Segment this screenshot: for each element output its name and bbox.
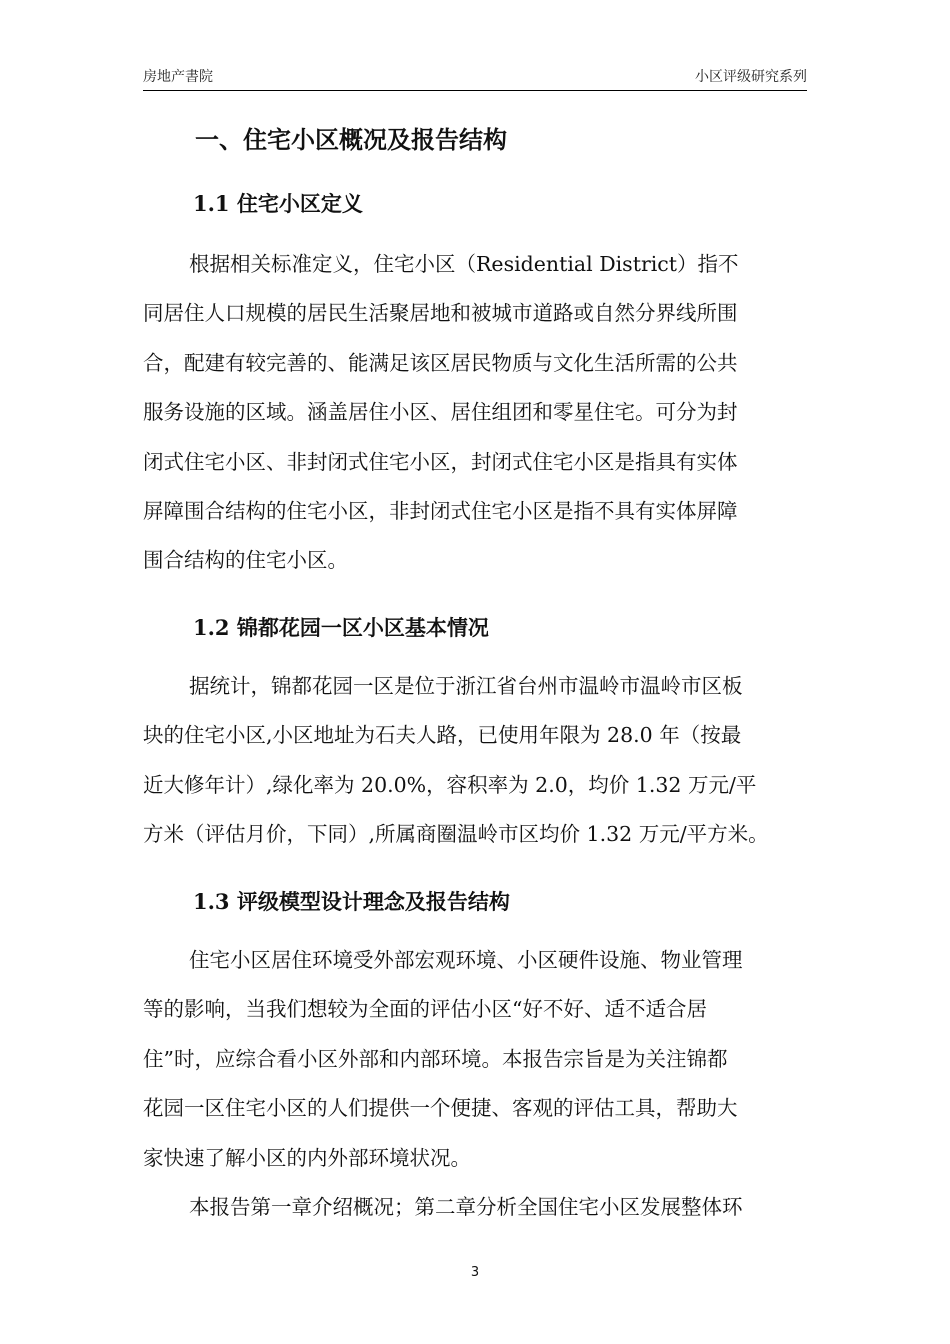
paragraph-line: 近大修年计）,绿化率为 20.0%，容积率为 2.0，均价 1.32 万元/平 — [143, 772, 757, 797]
chapter-title: 一、住宅小区概况及报告结构 — [195, 125, 507, 154]
paragraph-line: 同居住人口规模的居民生活聚居地和被城市道路或自然分界线所围 — [143, 301, 738, 326]
paragraph-line: 围合结构的住宅小区。 — [143, 548, 348, 573]
header-publisher: 房地产書院 — [143, 69, 213, 85]
paragraph-line: 家快速了解小区的内外部环境状况。 — [143, 1145, 471, 1170]
paragraph-line: 等的影响，当我们想较为全面的评估小区“好不好、适不适合居 — [143, 997, 707, 1022]
paragraph-line: 方米（评估月价，下同）,所属商圈温岭市区均价 1.32 万元/平方米。 — [143, 822, 769, 847]
paragraph-report-structure — [143, 1183, 811, 1232]
section-heading-1-1: 1.1 住宅小区定义 — [193, 191, 363, 216]
paragraph-definition — [143, 240, 811, 586]
paragraph-line: 服务设施的区域。涵盖居住小区、居住组团和零星住宅。可分为封 — [143, 400, 738, 425]
section-heading-1-3: 1.3 评级模型设计理念及报告结构 — [193, 889, 510, 914]
header-series-title: 小区评级研究系列 — [695, 69, 807, 85]
header-divider — [143, 90, 807, 91]
section-heading-1-2: 1.2 锦都花园一区小区基本情况 — [193, 615, 489, 640]
paragraph-line: 块的住宅小区,小区地址为石夫人路，已使用年限为 28.0 年（按最 — [143, 723, 742, 748]
page-header — [143, 66, 807, 88]
paragraph-line: 屏障围合结构的住宅小区，非封闭式住宅小区是指不具有实体屏障 — [143, 498, 738, 523]
paragraph-model-concept — [143, 936, 811, 1183]
page-number: 3 — [470, 1265, 480, 1280]
paragraph-line: 本报告第一章介绍概况；第二章分析全国住宅小区发展整体环 — [189, 1195, 743, 1219]
paragraph-line: 花园一区住宅小区的人们提供一个便捷、客观的评估工具，帮助大 — [143, 1096, 738, 1121]
paragraph-line: 住”时，应综合看小区外部和内部环境。本报告宗旨是为关注锦都 — [143, 1046, 728, 1071]
paragraph-line: 合，配建有较完善的、能满足该区居民物质与文化生活所需的公共 — [143, 350, 738, 375]
paragraph-line: 据统计，锦都花园一区是位于浙江省台州市温岭市温岭市区板 — [189, 674, 743, 698]
paragraph-basic-info — [143, 662, 811, 860]
paragraph-line: 闭式住宅小区、非封闭式住宅小区，封闭式住宅小区是指具有实体 — [143, 449, 738, 474]
paragraph-line: 根据相关标准定义，住宅小区（Residential District）指不 — [189, 252, 739, 276]
paragraph-line: 住宅小区居住环境受外部宏观环境、小区硬件设施、物业管理 — [189, 948, 743, 972]
